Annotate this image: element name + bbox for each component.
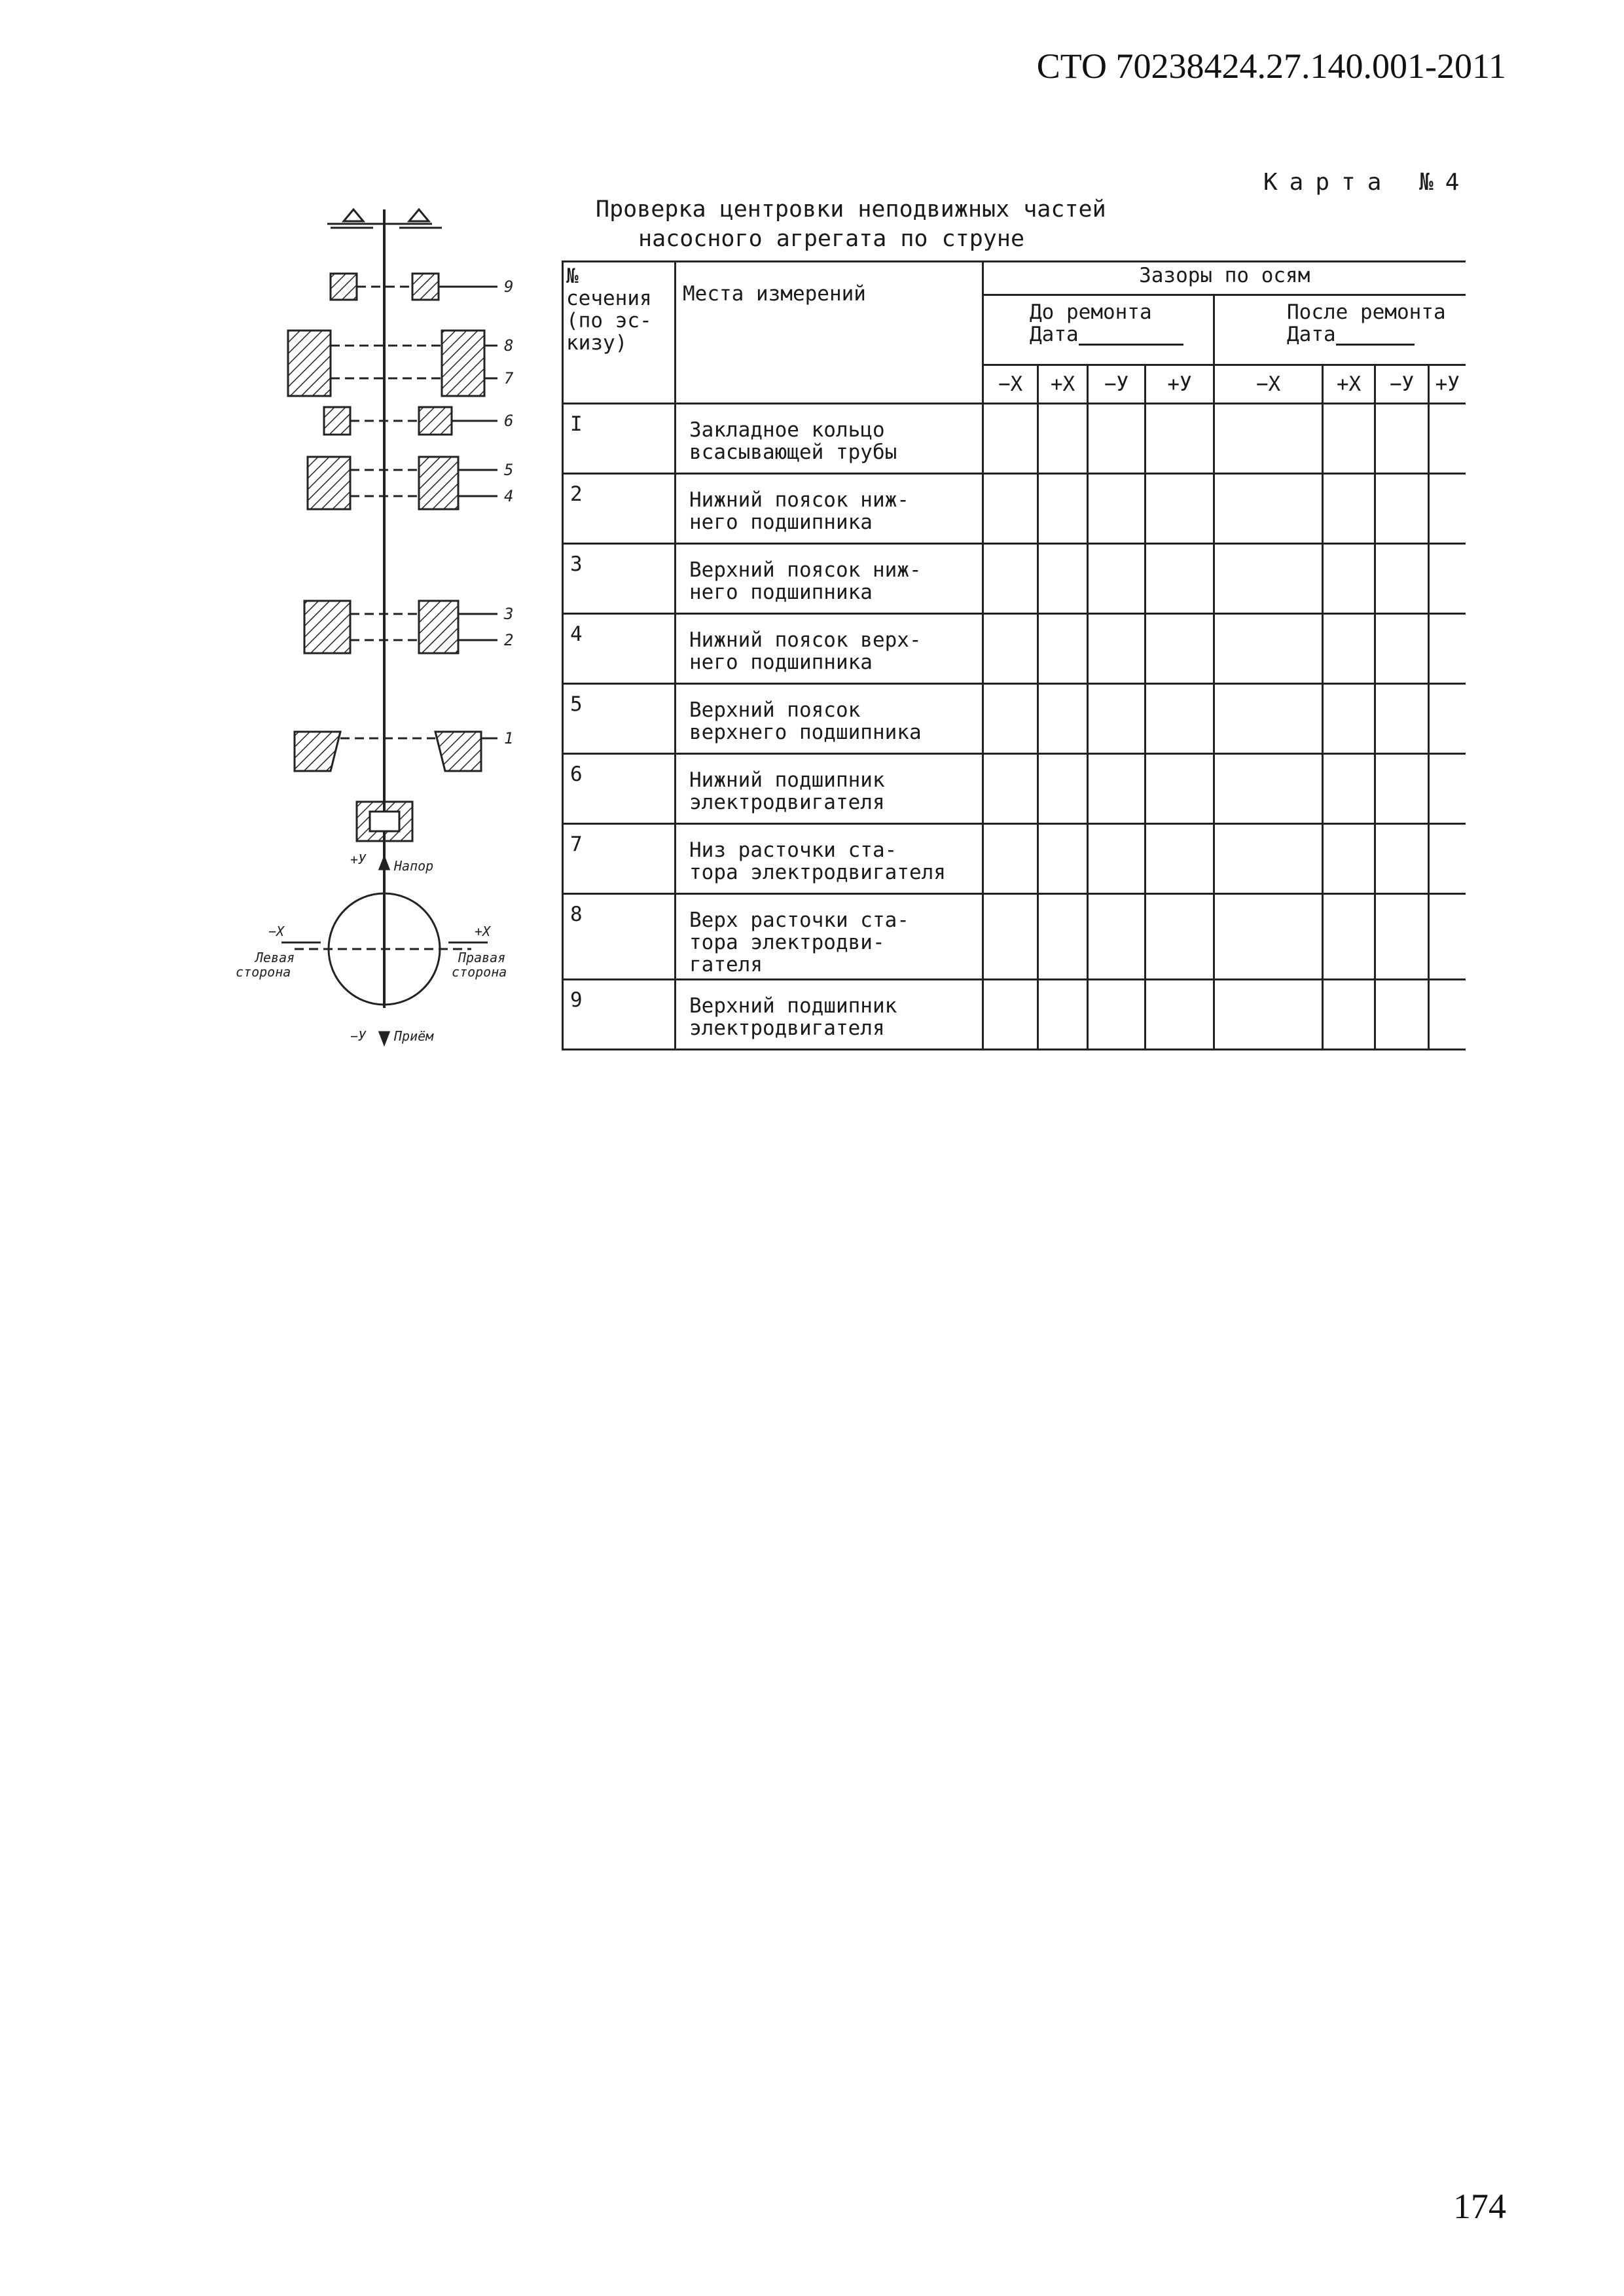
gap-cell[interactable] <box>1038 474 1088 544</box>
gap-cell[interactable] <box>1323 754 1375 824</box>
gap-cell[interactable] <box>1038 824 1088 894</box>
axis-plus-x-label: +Х <box>475 924 491 939</box>
axis-before-minus-x: −Х <box>983 365 1038 404</box>
right-side-label-1: Правая <box>458 950 506 965</box>
gap-cell[interactable] <box>1429 684 1466 754</box>
gap-cell[interactable] <box>1088 684 1146 754</box>
marker-4: 4 <box>504 487 514 505</box>
gap-cell[interactable] <box>1038 404 1088 474</box>
table-row <box>563 754 1466 824</box>
measurement-place: Низ расточки ста- тора электродвигателя <box>676 824 983 894</box>
table-row <box>563 980 1466 1050</box>
gap-cell[interactable] <box>1429 404 1466 474</box>
left-side-label-1: Левая <box>255 950 295 965</box>
gap-cell[interactable] <box>1214 980 1323 1050</box>
gap-cell[interactable] <box>1214 404 1323 474</box>
left-side-label-2: сторона <box>236 964 291 980</box>
section-number: I <box>563 404 676 474</box>
table-row <box>563 404 1466 474</box>
gap-cell[interactable] <box>1214 684 1323 754</box>
gap-cell[interactable] <box>1146 544 1214 614</box>
alignment-sketch-diagram <box>223 196 563 1060</box>
gap-cell[interactable] <box>1375 824 1429 894</box>
measurement-place: Верхний подшипник электродвигателя <box>676 980 983 1050</box>
measurement-place: Верхний поясок верхнего подшипника <box>676 684 983 754</box>
gap-cell[interactable] <box>1214 894 1323 980</box>
gap-cell[interactable] <box>1375 544 1429 614</box>
gap-cell[interactable] <box>1214 614 1323 684</box>
axis-before-plus-x: +Х <box>1038 365 1088 404</box>
gap-cell[interactable] <box>1429 824 1466 894</box>
table-row <box>563 684 1466 754</box>
gap-cell[interactable] <box>1146 684 1214 754</box>
section-number: 3 <box>563 544 676 614</box>
axis-after-plus-x: +Х <box>1323 365 1375 404</box>
gap-cell[interactable] <box>1088 614 1146 684</box>
measurement-place: Нижний поясок верх- него подшипника <box>676 614 983 684</box>
gap-cell[interactable] <box>1038 894 1088 980</box>
marker-3: 3 <box>504 605 514 623</box>
gap-cell[interactable] <box>1323 614 1375 684</box>
gap-cell[interactable] <box>1429 894 1466 980</box>
gap-cell[interactable] <box>1088 824 1146 894</box>
table-row <box>563 824 1466 894</box>
right-side-label-2: сторона <box>452 964 507 980</box>
section-number-header: № сечения (по эс- кизу) <box>563 262 676 404</box>
measurement-place-header: Места измерений <box>676 262 983 404</box>
gap-cell[interactable] <box>1146 980 1214 1050</box>
gap-cell[interactable] <box>1323 474 1375 544</box>
table-row <box>563 894 1466 980</box>
gap-cell[interactable] <box>1088 980 1146 1050</box>
gap-cell[interactable] <box>983 404 1038 474</box>
table-row <box>563 614 1466 684</box>
section-number: 2 <box>563 474 676 544</box>
gap-cell[interactable] <box>983 544 1038 614</box>
measurement-place: Верхний поясок ниж- него подшипника <box>676 544 983 614</box>
gap-cell[interactable] <box>1429 614 1466 684</box>
gap-cell[interactable] <box>1429 980 1466 1050</box>
axis-after-plus-y: +У <box>1429 365 1466 404</box>
axis-minus-y-label: −У <box>350 1028 367 1044</box>
marker-1: 1 <box>504 729 514 747</box>
marker-6: 6 <box>504 412 514 430</box>
gap-cell[interactable] <box>1088 474 1146 544</box>
gap-cell[interactable] <box>1214 754 1323 824</box>
gap-cell[interactable] <box>1038 684 1088 754</box>
gap-cell[interactable] <box>1146 754 1214 824</box>
gap-cell[interactable] <box>1323 824 1375 894</box>
pressure-label: Напор <box>394 858 434 874</box>
gap-cell[interactable] <box>1323 544 1375 614</box>
gap-cell[interactable] <box>1146 404 1214 474</box>
gap-cell[interactable] <box>1146 824 1214 894</box>
table-row <box>563 474 1466 544</box>
gap-cell[interactable] <box>1375 474 1429 544</box>
gap-cell[interactable] <box>1375 684 1429 754</box>
gap-cell[interactable] <box>1214 544 1323 614</box>
before-repair-header: До ремонта Дата <box>983 295 1214 365</box>
section-number: 6 <box>563 754 676 824</box>
gap-cell[interactable] <box>1375 894 1429 980</box>
gap-cell[interactable] <box>1088 754 1146 824</box>
gap-cell[interactable] <box>1429 754 1466 824</box>
gap-cell[interactable] <box>1375 614 1429 684</box>
intake-label: Приём <box>394 1028 434 1044</box>
gap-cell[interactable] <box>1429 544 1466 614</box>
gap-cell[interactable] <box>1375 404 1429 474</box>
gap-cell[interactable] <box>1323 894 1375 980</box>
axis-plus-y-label: +У <box>350 852 367 867</box>
axis-gaps-header: Зазоры по осям <box>983 262 1466 295</box>
gap-cell[interactable] <box>1375 754 1429 824</box>
section-number: 7 <box>563 824 676 894</box>
document-code: СТО 70238424.27.140.001-2011 <box>1036 46 1506 86</box>
axis-after-minus-y: −У <box>1375 365 1429 404</box>
section-number: 5 <box>563 684 676 754</box>
page-number: 174 <box>1453 2187 1506 2226</box>
measurement-place: Верх расточки ста- тора электродви- гателя <box>676 894 983 980</box>
gap-cell[interactable] <box>983 894 1038 980</box>
gap-cell[interactable] <box>1088 404 1146 474</box>
axis-before-plus-y: +У <box>1146 365 1214 404</box>
gap-cell[interactable] <box>1323 404 1375 474</box>
gap-cell[interactable] <box>983 980 1038 1050</box>
measurement-place: Нижний подшипник электродвигателя <box>676 754 983 824</box>
gap-cell[interactable] <box>1323 980 1375 1050</box>
marker-7: 7 <box>504 369 514 387</box>
measurement-place: Закладное кольцо всасывающей трубы <box>676 404 983 474</box>
marker-8: 8 <box>504 336 514 355</box>
marker-9: 9 <box>504 278 514 296</box>
table-row <box>563 544 1466 614</box>
card-number-label: Карта №4 <box>1263 169 1471 196</box>
marker-5: 5 <box>504 461 514 479</box>
form-title-line-2: насосного агрегата по струне <box>638 226 1025 252</box>
section-number: 8 <box>563 894 676 980</box>
gap-cell[interactable] <box>983 684 1038 754</box>
gap-cell[interactable] <box>1146 894 1214 980</box>
gap-cell[interactable] <box>983 824 1038 894</box>
gap-cell[interactable] <box>1214 474 1323 544</box>
after-repair-header: После ремонта Дата <box>1214 295 1466 365</box>
gap-cell[interactable] <box>1038 544 1088 614</box>
marker-2: 2 <box>504 631 514 649</box>
alignment-measurement-table <box>562 260 1466 1050</box>
section-number: 4 <box>563 614 676 684</box>
gap-cell[interactable] <box>1088 544 1146 614</box>
gap-cell[interactable] <box>1038 980 1088 1050</box>
gap-cell[interactable] <box>1375 980 1429 1050</box>
gap-cell[interactable] <box>1146 474 1214 544</box>
gap-cell[interactable] <box>983 754 1038 824</box>
gap-cell[interactable] <box>1323 684 1375 754</box>
axis-after-minus-x: −Х <box>1214 365 1323 404</box>
gap-cell[interactable] <box>1214 824 1323 894</box>
gap-cell[interactable] <box>983 474 1038 544</box>
axis-minus-x-label: −Х <box>268 924 285 939</box>
gap-cell[interactable] <box>1038 614 1088 684</box>
section-number: 9 <box>563 980 676 1050</box>
axis-before-minus-y: −У <box>1088 365 1146 404</box>
gap-cell[interactable] <box>1146 614 1214 684</box>
gap-cell[interactable] <box>983 614 1038 684</box>
measurement-place: Нижний поясок ниж- него подшипника <box>676 474 983 544</box>
gap-cell[interactable] <box>1429 474 1466 544</box>
gap-cell[interactable] <box>1038 754 1088 824</box>
gap-cell[interactable] <box>1088 894 1146 980</box>
form-title-line-1: Проверка центровки неподвижных частей <box>596 196 1106 223</box>
